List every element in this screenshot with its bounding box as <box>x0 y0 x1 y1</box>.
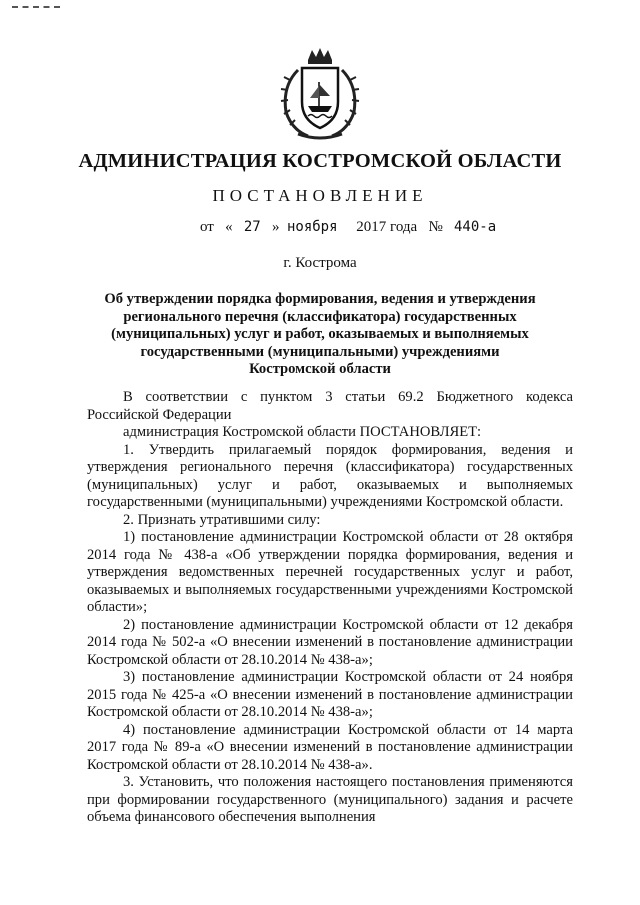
quote-close: » <box>271 219 280 235</box>
paragraph-1: 1. Утвердить прилагаемый порядок формирования, ведения и утверждения регионального перечня (классификатора) государственных (муниципальных) услуг и работ, оказываемых и выполняемых государственными (муниципальными) учреждениями Костромской области. <box>87 441 573 510</box>
preamble-paragraph: В соответствии с пунктом 3 статьи 69.2 Бюджетного кодекса Российской Федерации <box>87 389 573 423</box>
resolves-paragraph: администрация Костромской области ПОСТАНОВЛЯЕТ: <box>123 424 482 440</box>
quote-open: « <box>225 219 233 235</box>
document-subject: Об утверждении порядка формирования, ведения и утверждения регионального перечня (классификатора) государственных (муниципальных) услуг и работ, оказываемых и выполняемых государственными (муниципальными) учреждениями Костромской области <box>104 291 536 377</box>
paragraph-2-item-3: 3) постановление администрации Костромской области от 24 ноября 2015 года № 425-а «О внесении изменений в постановление администрации Костромской области от 28.10.2014 № 438-а»; <box>87 669 573 720</box>
document-number: 440-а <box>454 219 497 235</box>
number-sign: № <box>428 219 443 235</box>
date-prefix: от <box>200 219 214 235</box>
paragraph-2-item-2: 2) постановление администрации Костромской области от 12 декабря 2014 года № 502-а «О внесении изменений в постановление администрации Костромской области от 28.10.2014 № 438-а»; <box>87 616 573 668</box>
date-day: 27 <box>243 219 261 235</box>
paragraph-2-item-4: 4) постановление администрации Костромской области от 14 марта 2017 года № 89-а «О внесении изменений в постановление администрации Костромской области от 28.10.2014 № 438-а». <box>87 721 573 773</box>
date-month: ноября <box>286 219 338 235</box>
coat-of-arms-emblem <box>268 46 372 142</box>
city: г. Кострома <box>283 255 357 271</box>
date-year: 2017 года <box>356 219 418 235</box>
paragraph-2: 2. Признать утратившими силу: <box>123 511 321 528</box>
document-body <box>87 389 573 827</box>
document-type: ПОСТАНОВЛЕНИЕ <box>212 186 428 205</box>
paragraph-3: 3. Установить, что положения настоящего постановления применяются при формировании государственного (муниципального) задания и расчете объема финансового обеспечения выполнения <box>87 774 573 825</box>
scan-mark <box>12 6 60 10</box>
organization-title: АДМИНИСТРАЦИЯ КОСТРОМСКОЙ ОБЛАСТИ <box>78 150 562 172</box>
paragraph-2-item-1: 1) постановление администрации Костромской области от 28 октября 2014 года № 438-а «Об утверждении порядка формирования, ведения и утверждения ведомственных перечней государственных услуг и работ, оказываемых и выполняемых государственными учреждениями Костромской области»; <box>87 529 573 615</box>
document-date-line <box>200 219 496 236</box>
